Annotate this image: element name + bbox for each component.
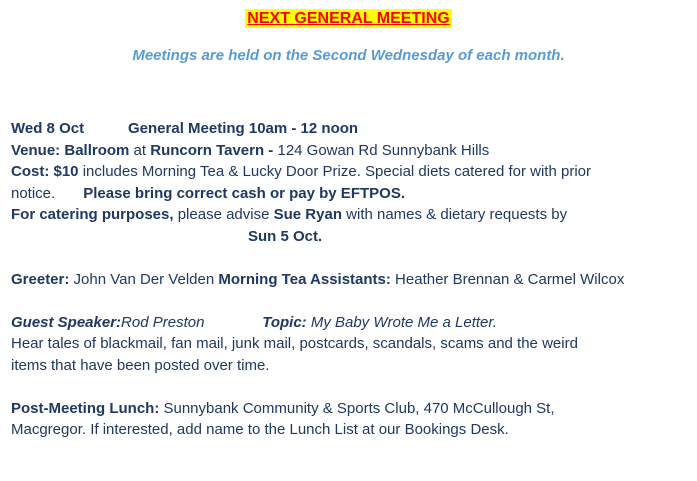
speaker-label: Guest Speaker: <box>11 313 122 331</box>
speaker-line <box>11 312 695 334</box>
page-subtitle: Meetings are held on the Second Wednesday of each month. <box>132 47 565 64</box>
catering-contact: Sue Ryan <box>273 206 342 223</box>
cost-text-2: notice. <box>11 184 56 202</box>
speaker-description-1: Hear tales of blackmail, fan mail, junk mail, postcards, scandals, scams and the weird <box>11 335 578 352</box>
catering-deadline-line <box>11 226 695 248</box>
greeter-name: John Van Der Velden <box>69 270 219 288</box>
lunch-line <box>11 398 695 420</box>
catering-deadline: Sun 5 Oct. <box>248 227 323 245</box>
meeting-date-line <box>11 118 695 140</box>
roles-line <box>11 269 695 291</box>
greeter-label: Greeter: <box>11 270 70 288</box>
lunch-line-2: Macgregor. If interested, add name to the Lunch List at our Bookings Desk. <box>11 421 509 438</box>
assistants-label: Morning Tea Assistants: <box>218 270 391 288</box>
meeting-name: General Meeting 10am - 12 noon <box>128 120 359 137</box>
cost-line <box>11 161 695 183</box>
lunch-label: Post-Meeting Lunch: <box>11 399 160 417</box>
lunch-text: Sunnybank Community & Sports Club, 470 McCullough St, <box>159 399 555 417</box>
venue-label: Venue: <box>11 141 61 159</box>
venue-address: 124 Gowan Rd Sunnybank Hills <box>273 141 490 159</box>
page-title: NEXT GENERAL MEETING <box>247 10 450 27</box>
topic-label: Topic: <box>262 313 307 331</box>
meeting-date: Wed 8 Oct <box>11 120 85 137</box>
assistants-names: Heather Brennan & Carmel Wilcox <box>390 270 625 288</box>
payment-note: Please bring correct cash or pay by EFTPOS. <box>83 184 405 202</box>
catering-text-2: with names & dietary requests by <box>341 206 568 223</box>
venue-place: Runcorn Tavern - <box>150 141 274 159</box>
cost-text: includes Morning Tea & Lucky Door Prize. Special diets catered for with prior <box>78 163 591 180</box>
cost-label: Cost: $10 <box>11 163 79 180</box>
catering-line <box>11 204 695 226</box>
topic-title: My Baby Wrote Me a Letter. <box>306 313 497 331</box>
venue-room: Ballroom <box>64 141 130 159</box>
catering-text: please advise <box>173 206 274 223</box>
venue-line <box>11 140 695 162</box>
cost-line-2 <box>11 183 695 205</box>
meeting-details <box>11 118 695 441</box>
speaker-name: Rod Preston <box>121 313 205 331</box>
speaker-description-2: items that have been posted over time. <box>11 356 270 374</box>
venue-at: at <box>129 141 151 159</box>
title-container <box>0 9 697 28</box>
catering-label: For catering purposes, <box>11 206 174 223</box>
